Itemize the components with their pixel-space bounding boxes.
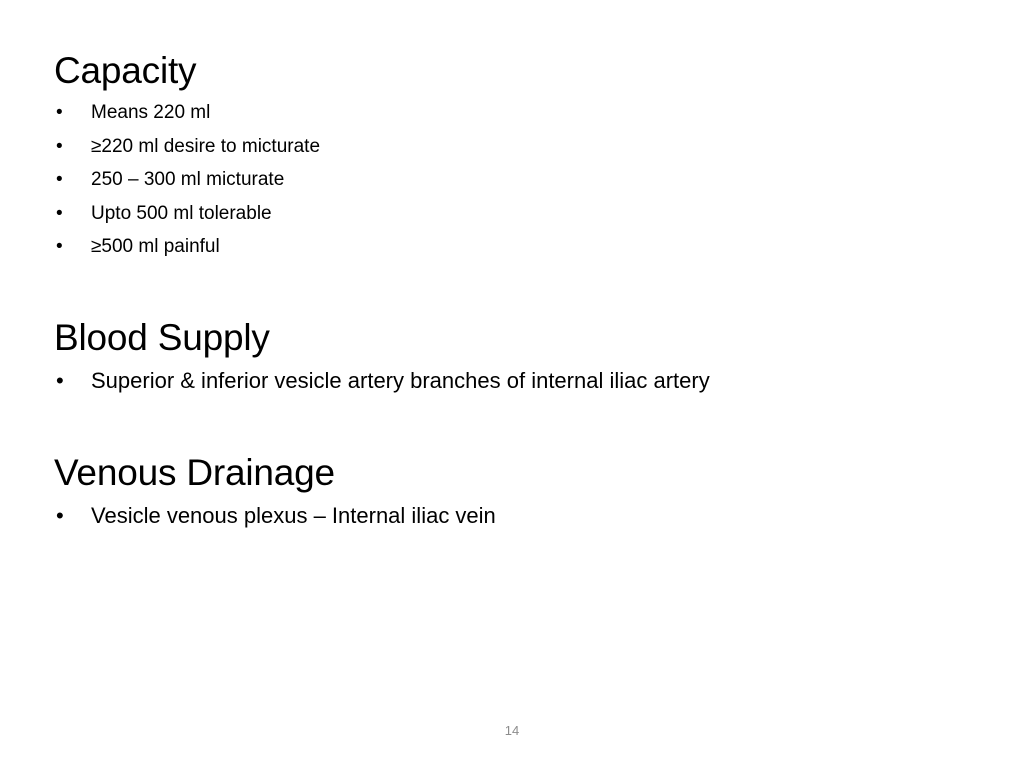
bullet-text: Vesicle venous plexus – Internal iliac vein: [91, 503, 496, 528]
bullet-list: [54, 366, 984, 396]
bullet-icon: •: [56, 236, 63, 258]
bullet-item: [54, 501, 984, 531]
bullet-text: Upto 500 ml tolerable: [91, 202, 272, 224]
section-title: Blood Supply: [54, 317, 270, 358]
bullet-list: [54, 96, 984, 264]
bullet-text: 250 – 300 ml micturate: [91, 169, 285, 191]
bullet-text: Superior & inferior vesicle artery branches of internal iliac artery: [91, 368, 710, 393]
page-number: 14: [504, 723, 520, 738]
bullet-icon: •: [56, 368, 64, 393]
bullet-item: [54, 130, 984, 164]
bullet-icon: •: [56, 135, 63, 157]
bullet-item: [54, 197, 984, 231]
section-venous-drainage: [54, 451, 984, 531]
bullet-icon: •: [56, 102, 63, 123]
section-blood-supply: [54, 316, 984, 396]
bullet-icon: •: [56, 202, 63, 224]
bullet-item: [54, 366, 984, 396]
bullet-text: ≥220 ml desire to micturate: [91, 135, 321, 157]
section-title: Venous Drainage: [54, 452, 335, 493]
bullet-text: ≥500 ml painful: [91, 236, 220, 258]
bullet-icon: •: [56, 503, 64, 528]
section-title: Capacity: [54, 50, 197, 91]
bullet-item: [54, 230, 984, 264]
bullet-text: Means 220 ml: [91, 102, 211, 123]
bullet-item: [54, 96, 984, 130]
bullet-item: [54, 163, 984, 197]
bullet-list: [54, 501, 984, 531]
section-capacity: [54, 49, 984, 264]
bullet-icon: •: [56, 169, 63, 191]
